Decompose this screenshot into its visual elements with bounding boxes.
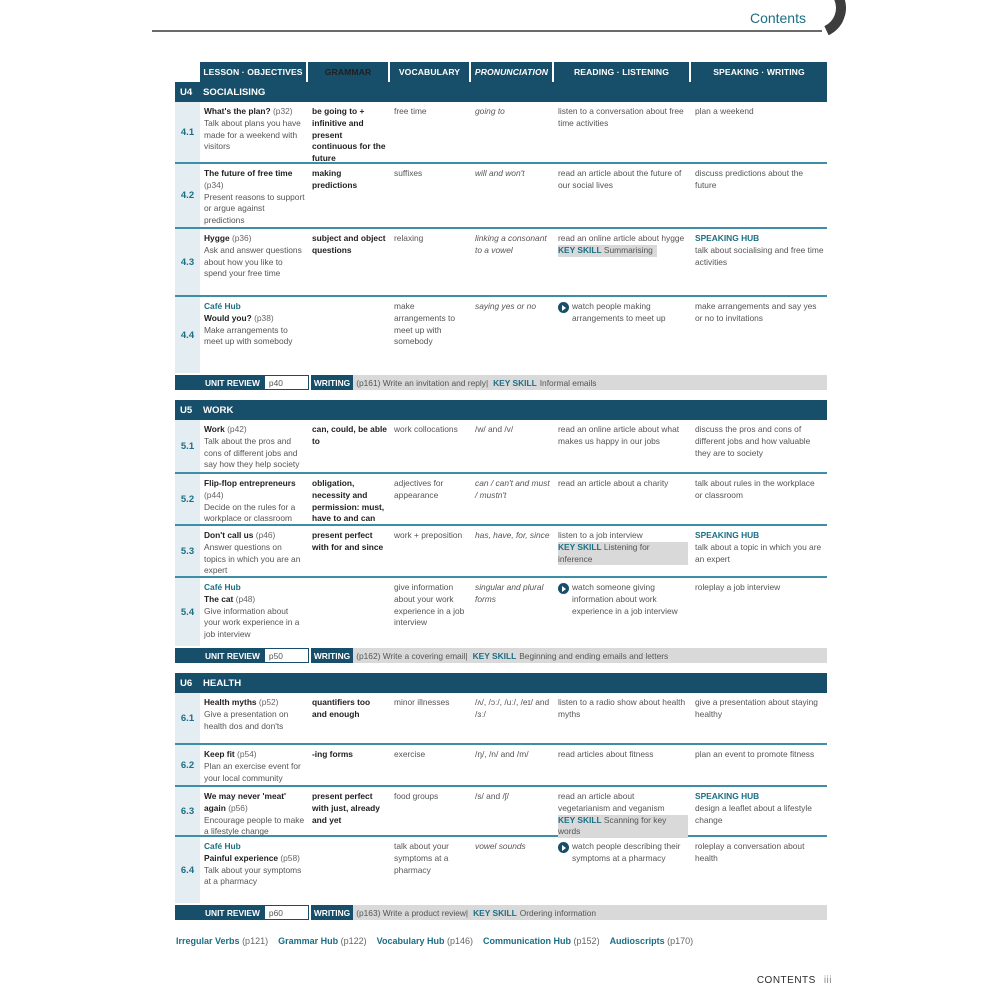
pronunciation-cell: going to [475, 106, 505, 116]
writing-divider: | [485, 377, 489, 388]
lesson-objective: Ask and answer questions about how you like to spend your free time [204, 244, 302, 279]
lesson-row [175, 837, 827, 903]
unit-review-label: UNIT REVIEW [175, 375, 264, 390]
page-title: Contents [749, 10, 806, 26]
unit-review-bar [175, 905, 827, 920]
writing-text: (p162) Write a covering email [356, 650, 466, 661]
vocabulary-cell: food groups [394, 791, 439, 801]
unit-review-page: p40 [264, 375, 309, 390]
footer-link[interactable] [483, 936, 600, 946]
key-skill-text: Listening for inference [558, 541, 650, 564]
reading-text: watch people describing their symptoms at a pharmacy [572, 841, 681, 863]
footer-links [176, 936, 693, 946]
writing-key-text: Beginning and ending emails and letters [519, 650, 669, 661]
speaking-cell [691, 837, 827, 903]
footer-link-page: (p121) [242, 936, 269, 946]
cafe-hub-label: Café Hub [204, 582, 241, 592]
lesson-cell [200, 102, 308, 162]
lesson-page: (p56) [228, 802, 248, 813]
units-container [175, 82, 827, 920]
lesson-row [175, 526, 827, 578]
lesson-cell [200, 578, 308, 646]
lesson-row [175, 693, 827, 745]
speaking-text: plan a weekend [695, 106, 754, 116]
lesson-title-line [204, 749, 305, 761]
lesson-page: (p36) [231, 233, 252, 243]
vocabulary-cell: minor illnesses [394, 697, 450, 707]
reading-cell [554, 229, 691, 295]
speaking-text: make arrangements and say yes or no to invitations [695, 301, 817, 323]
lesson-number: 6.4 [175, 837, 200, 903]
lesson-page: (p38) [254, 312, 274, 323]
lesson-objective: Decide on the rules for a workplace or classroom [204, 501, 296, 524]
writing-key-label: KEY SKILL [473, 907, 517, 918]
unit-header [175, 82, 827, 102]
reading-text: read an article about vegetarianism and veganism [558, 791, 665, 813]
lesson-page: (p34) [204, 179, 224, 190]
speaking-text: design a leaflet about a lifestyle change [695, 802, 812, 825]
key-skill-text: Scanning for key words [558, 814, 667, 837]
lesson-objective: Give a presentation on health dos and don'ts [204, 708, 289, 731]
lesson-page: (p46) [255, 530, 276, 540]
writing-bar [311, 375, 827, 390]
reading-text: read an article about a charity [558, 478, 669, 488]
unit-name: WORK [203, 404, 234, 416]
key-skill-text: Summarising [603, 244, 653, 255]
grammar-cell [308, 297, 390, 373]
unit-header [175, 400, 827, 420]
vocabulary-cell: talk about your symptoms at a pharmacy [394, 841, 449, 875]
reading-text: read an article about the future of our social lives [558, 168, 682, 190]
pronunciation-cell: /ŋ/, /n/ and /m/ [475, 749, 529, 759]
unit-name: HEALTH [203, 677, 242, 689]
speaking-cell [691, 229, 827, 295]
lesson-number: 4.4 [175, 297, 200, 373]
lesson-page: (p44) [204, 489, 224, 500]
speaking-cell [691, 164, 827, 227]
grammar-cell: quantifiers too and enough [312, 697, 371, 719]
lesson-objective: Encourage people to make a lifestyle change [204, 814, 305, 837]
lesson-page: (p42) [227, 424, 247, 434]
lesson-title-line [204, 478, 305, 502]
footer-link-label: Communication Hub [483, 936, 572, 946]
footer-page-label: CONTENTS [756, 975, 816, 986]
reading-cell [554, 420, 691, 472]
lesson-page: (p52) [258, 697, 279, 707]
grammar-cell [308, 578, 390, 646]
lesson-page: (p48) [235, 593, 256, 604]
writing-key-text: Informal emails [539, 377, 597, 388]
vocabulary-cell: free time [394, 106, 427, 116]
cafe-hub-label: Café Hub [204, 841, 241, 851]
column-header: PRONUNCIATION [471, 62, 554, 82]
speaking-cell [691, 693, 827, 743]
reading-cell [554, 526, 691, 576]
reading-cell [554, 474, 691, 524]
speaking-text: give a presentation about staying healthy [695, 697, 818, 719]
lesson-title: The future of free time [204, 168, 293, 178]
reading-cell [554, 787, 691, 835]
speaking-text: talk about rules in the workplace or classroom [695, 478, 815, 500]
unit-code: U6 [180, 677, 193, 689]
reading-text: read an online article about what makes us happy in our jobs [558, 424, 680, 446]
speaking-text: discuss predictions about the future [695, 168, 804, 190]
unit-header [175, 673, 827, 693]
lesson-row [175, 297, 827, 373]
lesson-objective: Answer questions on topics in which you are an expert [204, 541, 301, 576]
footer-link-page: (p170) [667, 936, 694, 946]
key-skill-box [558, 815, 688, 839]
lesson-number: 5.3 [175, 526, 200, 576]
speaking-text: roleplay a conversation about health [695, 841, 805, 863]
lesson-page: (p54) [237, 749, 257, 759]
key-skill-box [558, 542, 688, 566]
vocabulary-cell: make arrangements to meet up with somebody [394, 301, 455, 347]
play-video-icon [558, 583, 569, 594]
grammar-cell: -ing forms [312, 749, 353, 759]
writing-text: (p161) Write an invitation and reply [356, 377, 486, 388]
column-header: VOCABULARY [390, 62, 471, 82]
lesson-title-line [204, 697, 305, 709]
reading-text: read an online article about hygge [558, 233, 685, 243]
pronunciation-cell: linking a consonant to a vowel [475, 233, 547, 255]
writing-key-label: KEY SKILL [493, 377, 537, 388]
grammar-cell [308, 837, 390, 903]
speaking-cell [691, 787, 827, 835]
vocabulary-cell: exercise [394, 749, 426, 759]
reading-cell [554, 164, 691, 227]
writing-divider: | [465, 650, 468, 661]
lesson-title-line [204, 168, 305, 192]
footer-link-page: (p122) [340, 936, 367, 946]
lesson-title: The cat [204, 593, 234, 604]
writing-bar [311, 648, 827, 663]
lesson-title: What's the plan? [204, 106, 271, 116]
lesson-cell [200, 837, 308, 903]
lesson-row [175, 745, 827, 787]
footer-link-label: Grammar Hub [278, 936, 339, 946]
writing-label: WRITING [311, 648, 353, 663]
unit-code: U4 [180, 86, 193, 98]
pronunciation-cell: will and won't [475, 168, 525, 178]
lesson-number: 4.3 [175, 229, 200, 295]
speaking-cell [691, 420, 827, 472]
pronunciation-cell: singular and plural forms [475, 582, 544, 604]
reading-cell [554, 297, 691, 373]
lesson-number: 4.2 [175, 164, 200, 227]
grammar-cell: subject and object questions [312, 233, 386, 255]
grammar-cell: making predictions [312, 168, 358, 190]
grammar-cell: obligation, necessity and permission: must, have to and can [312, 478, 385, 524]
reading-text: listen to a conversation about free time activities [558, 106, 684, 128]
reading-cell [554, 693, 691, 743]
lesson-title: Flip-flop entrepreneurs [204, 478, 296, 488]
speaking-hub-label: SPEAKING HUB [695, 233, 760, 243]
lesson-page: (p58) [280, 852, 300, 863]
grammar-cell: present perfect with for and since [312, 530, 384, 552]
key-skill-label: KEY SKILL [558, 814, 602, 825]
lesson-objective: Talk about your symptoms at a pharmacy [204, 864, 302, 887]
vocabulary-cell: work collocations [394, 424, 458, 434]
lesson-title: Health myths [204, 697, 257, 707]
lesson-objective: Make arrangements to meet up with somebody [204, 324, 293, 347]
writing-divider: | [465, 907, 469, 918]
play-video-icon [558, 842, 569, 853]
pronunciation-cell: /ʌ/, /ɔː/, /uː/, /eɪ/ and /ɜː/ [475, 697, 550, 719]
lesson-title: Don't call us [204, 530, 254, 540]
writing-text: (p163) Write a product review [356, 907, 466, 918]
column-header: LESSON · OBJECTIVES [200, 62, 308, 82]
lesson-row [175, 420, 827, 474]
lesson-cell [200, 420, 308, 472]
lesson-cell [200, 297, 308, 373]
lesson-title-line [204, 594, 305, 606]
lesson-cell [200, 745, 308, 785]
lesson-cell [200, 693, 308, 743]
lesson-objective: Present reasons to support or argue against predictions [204, 191, 305, 226]
lesson-cell [200, 164, 308, 227]
writing-bar [311, 905, 827, 920]
lesson-objective: Talk about the pros and cons of different jobs and say how they help society [204, 435, 300, 470]
column-headers [200, 62, 827, 82]
speaking-cell [691, 745, 827, 785]
unit-review-label: UNIT REVIEW [175, 905, 264, 920]
header-rule [152, 30, 822, 32]
reading-text: read articles about fitness [558, 749, 654, 759]
lesson-number: 6.2 [175, 745, 200, 785]
lesson-row [175, 102, 827, 164]
reading-text: watch someone giving information about work experience in a job interview [572, 582, 678, 616]
unit-review-bar [175, 375, 827, 390]
reading-cell [554, 837, 691, 903]
lesson-title: Hygge [204, 233, 230, 243]
lesson-row [175, 787, 827, 837]
lesson-title-line [204, 313, 305, 325]
footer-link-label: Vocabulary Hub [376, 936, 445, 946]
lesson-number: 5.4 [175, 578, 200, 646]
pronunciation-cell: vowel sounds [475, 841, 526, 851]
lesson-title: We may never 'meat' again [204, 791, 287, 813]
speaking-text: roleplay a job interview [695, 582, 781, 592]
lesson-row [175, 164, 827, 229]
footer-page-number: iii [823, 975, 832, 986]
lesson-objective: Give information about your work experience in a job interview [204, 605, 300, 640]
lesson-title-line [204, 791, 305, 815]
lesson-row [175, 474, 827, 526]
lesson-title-line [204, 106, 305, 118]
footer-page [757, 975, 832, 986]
lesson-title: Work [204, 424, 225, 434]
key-skill-label: KEY SKILL [558, 541, 602, 552]
speaking-cell [691, 297, 827, 373]
pronunciation-cell: saying yes or no [475, 301, 536, 311]
lesson-title: Painful experience [204, 852, 279, 863]
contents-table [175, 62, 827, 930]
lesson-objective: Plan an exercise event for your local community [204, 760, 301, 783]
footer-link[interactable] [176, 936, 268, 946]
writing-label: WRITING [311, 375, 353, 390]
footer-link[interactable] [278, 936, 367, 946]
reading-text: watch people making arrangements to meet up [572, 301, 666, 323]
pronunciation-cell: /w/ and /v/ [475, 424, 514, 434]
lesson-title-line [204, 233, 305, 245]
speaking-cell [691, 474, 827, 524]
key-skill-label: KEY SKILL [558, 244, 602, 255]
lesson-cell [200, 526, 308, 576]
speaking-text: discuss the pros and cons of different jobs and how valuable they are to society [695, 424, 811, 458]
writing-key-text: Ordering information [519, 907, 597, 918]
key-skill-box [558, 245, 657, 257]
lesson-number: 5.1 [175, 420, 200, 472]
pronunciation-cell: can / can't and must / mustn't [475, 478, 550, 500]
grammar-cell: can, could, be able to [312, 424, 387, 446]
vocabulary-cell: adjectives for appearance [394, 478, 444, 500]
lesson-number: 4.1 [175, 102, 200, 162]
play-video-icon [558, 302, 569, 313]
speaking-text: talk about a topic in which you are an expert [695, 541, 822, 564]
lesson-cell [200, 474, 308, 524]
column-header: GRAMMAR [308, 62, 390, 82]
footer-link[interactable] [610, 936, 694, 946]
lesson-number: 5.2 [175, 474, 200, 524]
speaking-cell [691, 526, 827, 576]
grammar-cell: present perfect with just, already and yet [312, 791, 380, 825]
lesson-title-line [204, 530, 305, 542]
reading-text: listen to a job interview [558, 530, 643, 540]
unit-review-page: p60 [264, 905, 309, 920]
lesson-page: (p32) [273, 106, 293, 116]
cafe-hub-label: Café Hub [204, 301, 241, 311]
footer-link-page: (p146) [447, 936, 474, 946]
vocabulary-cell: suffixes [394, 168, 423, 178]
speaking-cell [691, 578, 827, 646]
writing-key-label: KEY SKILL [472, 650, 517, 661]
speaking-hub-label: SPEAKING HUB [695, 791, 760, 801]
lesson-title-line [204, 853, 305, 865]
reading-cell [554, 578, 691, 646]
vocabulary-cell: give information about your work experience in a job interview [394, 582, 465, 628]
writing-label: WRITING [311, 905, 353, 920]
footer-link[interactable] [377, 936, 473, 946]
reading-cell [554, 102, 691, 162]
lesson-objective: Talk about plans you have made for a weekend with visitors [204, 117, 301, 152]
lesson-cell [200, 229, 308, 295]
footer-link-label: Audioscripts [609, 936, 665, 946]
unit-review-page: p50 [264, 648, 309, 663]
footer-link-page: (p152) [573, 936, 600, 946]
lesson-title-line [204, 424, 305, 436]
speaking-cell [691, 102, 827, 162]
lesson-number: 6.1 [175, 693, 200, 743]
column-header: SPEAKING · WRITING [691, 62, 827, 82]
lesson-row [175, 578, 827, 646]
pronunciation-cell: /s/ and /ʃ/ [475, 791, 509, 801]
unit-name: SOCIALISING [203, 86, 266, 98]
footer-link-label: Irregular Verbs [176, 936, 240, 946]
lesson-title: Would you? [204, 312, 252, 323]
lesson-title: Keep fit [204, 749, 235, 759]
unit-code: U5 [180, 404, 193, 416]
reading-text: listen to a radio show about health myths [558, 697, 686, 719]
lesson-cell [200, 787, 308, 835]
vocabulary-cell: work + preposition [394, 530, 463, 540]
grammar-cell: be going to + infinitive and present continuous for the future [312, 106, 386, 164]
speaking-text: plan an event to promote fitness [695, 749, 815, 759]
pronunciation-cell: has, have, for, since [475, 530, 550, 540]
column-header: READING · LISTENING [554, 62, 691, 82]
vocabulary-cell: relaxing [394, 233, 424, 243]
unit-review-bar [175, 648, 827, 663]
lesson-number: 6.3 [175, 787, 200, 835]
speaking-hub-label: SPEAKING HUB [695, 530, 760, 540]
lesson-row [175, 229, 827, 297]
speaking-text: talk about socialising and free time activities [695, 244, 824, 267]
reading-cell [554, 745, 691, 785]
unit-review-label: UNIT REVIEW [175, 648, 264, 663]
